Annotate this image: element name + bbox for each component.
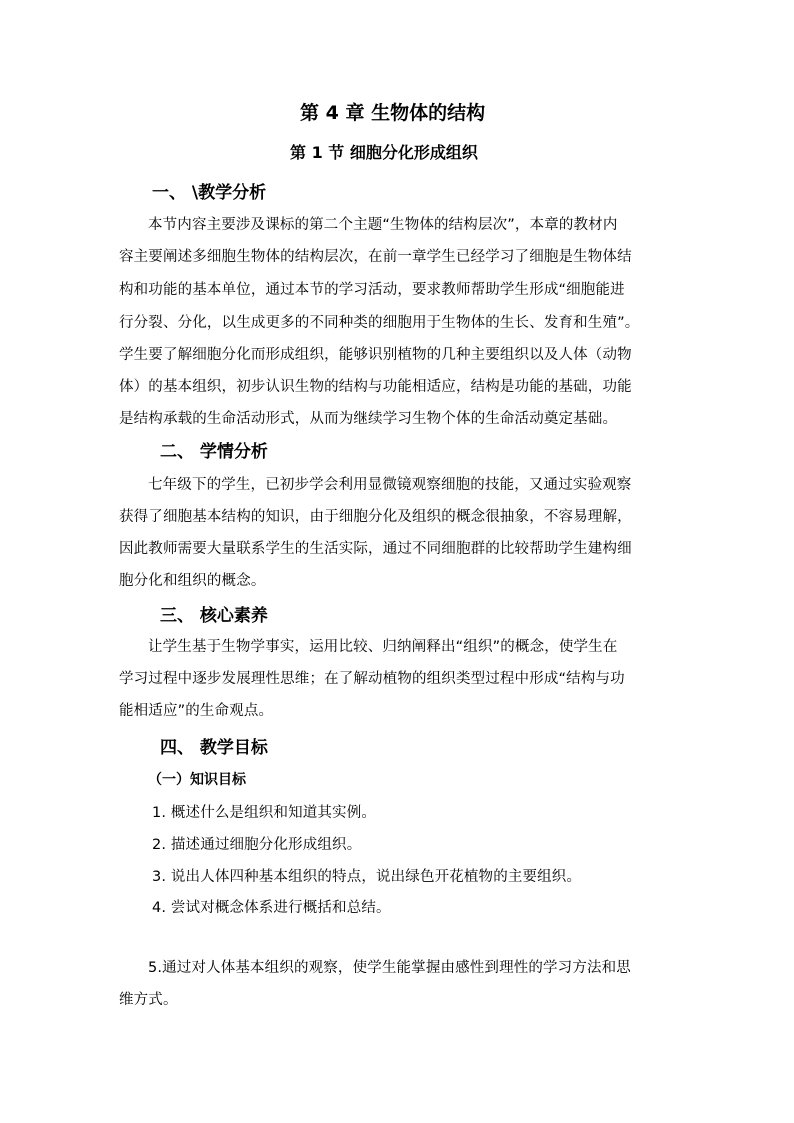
heading-core-literacy: 三、 核心素养: [160, 606, 268, 626]
list-item: 4. 尝试对概念体系进行概括和总结。: [152, 900, 391, 916]
paragraph-line: 行分裂、分化，以生成更多的不同种类的细胞用于生物体的生长、发育和生殖”。: [119, 315, 640, 331]
paragraph-line: 获得了细胞基本结构的知识，由于细胞分化及组织的概念很抽象，不容易理解，: [119, 509, 632, 525]
list-item: 2. 描述通过细胞分化形成组织。: [152, 837, 362, 853]
paragraph-line: 让学生基于生物学事实，运用比较、归纳阐释出“组织”的概念，使学生在: [148, 639, 618, 655]
paragraph-line: 因此教师需要大量联系学生的生活实际，通过不同细胞群的比较帮助学生建构细: [119, 541, 632, 557]
paragraph-line: 5.通过对人体基本组织的观察，使学生能掌握由感性到理性的学习方法和思: [148, 960, 631, 976]
paragraph-line: 学习过程中逐步发展理性思维；在了解动植物的组织类型过程中形成“结构与功: [119, 671, 625, 687]
paragraph-line: 维方式。: [119, 992, 178, 1008]
list-item: 3. 说出人体四种基本组织的特点，说出绿色开花植物的主要组织。: [152, 869, 582, 885]
paragraph-line: 学生要了解细胞分化而形成组织，能够识别植物的几种主要组织以及人体（动物: [119, 347, 632, 363]
paragraph-line: 能相适应”的生命观点。: [119, 703, 274, 719]
section-title: 第 1 节 细胞分化形成组织: [290, 143, 478, 162]
heading-student-analysis: 二、 学情分析: [160, 442, 268, 462]
paragraph-line: 体）的基本组织，初步认识生物的结构与功能相适应，结构是功能的基础，功能: [119, 379, 632, 395]
paragraph-line: 构和功能的基本单位，通过本节的学习活动，要求教师帮助学生形成“细胞能进: [119, 282, 625, 298]
paragraph-line: 是结构承载的生命活动形式，从而为继续学习生物个体的生命活动奠定基础。: [119, 411, 618, 427]
paragraph-line: 胞分化和组织的概念。: [119, 573, 266, 589]
heading-teaching-goals: 四、 教学目标: [160, 738, 268, 758]
subheading-knowledge-goals: （一）知识目标: [148, 772, 246, 788]
paragraph-line: 七年级下的学生，已初步学会利用显微镜观察细胞的技能，又通过实验观察: [148, 477, 632, 493]
paragraph-line: 容主要阐述多细胞生物体的结构层次，在前一章学生已经学习了细胞是生物体结: [119, 249, 632, 265]
heading-teaching-analysis: 一、 \教学分析: [152, 183, 267, 203]
chapter-title: 第 4 章 生物体的结构: [300, 102, 486, 124]
list-item: 1. 概述什么是组织和知道其实例。: [152, 805, 376, 821]
paragraph-line: 本节内容主要涉及课标的第二个主题“生物体的结构层次”，本章的教材内: [148, 217, 618, 233]
